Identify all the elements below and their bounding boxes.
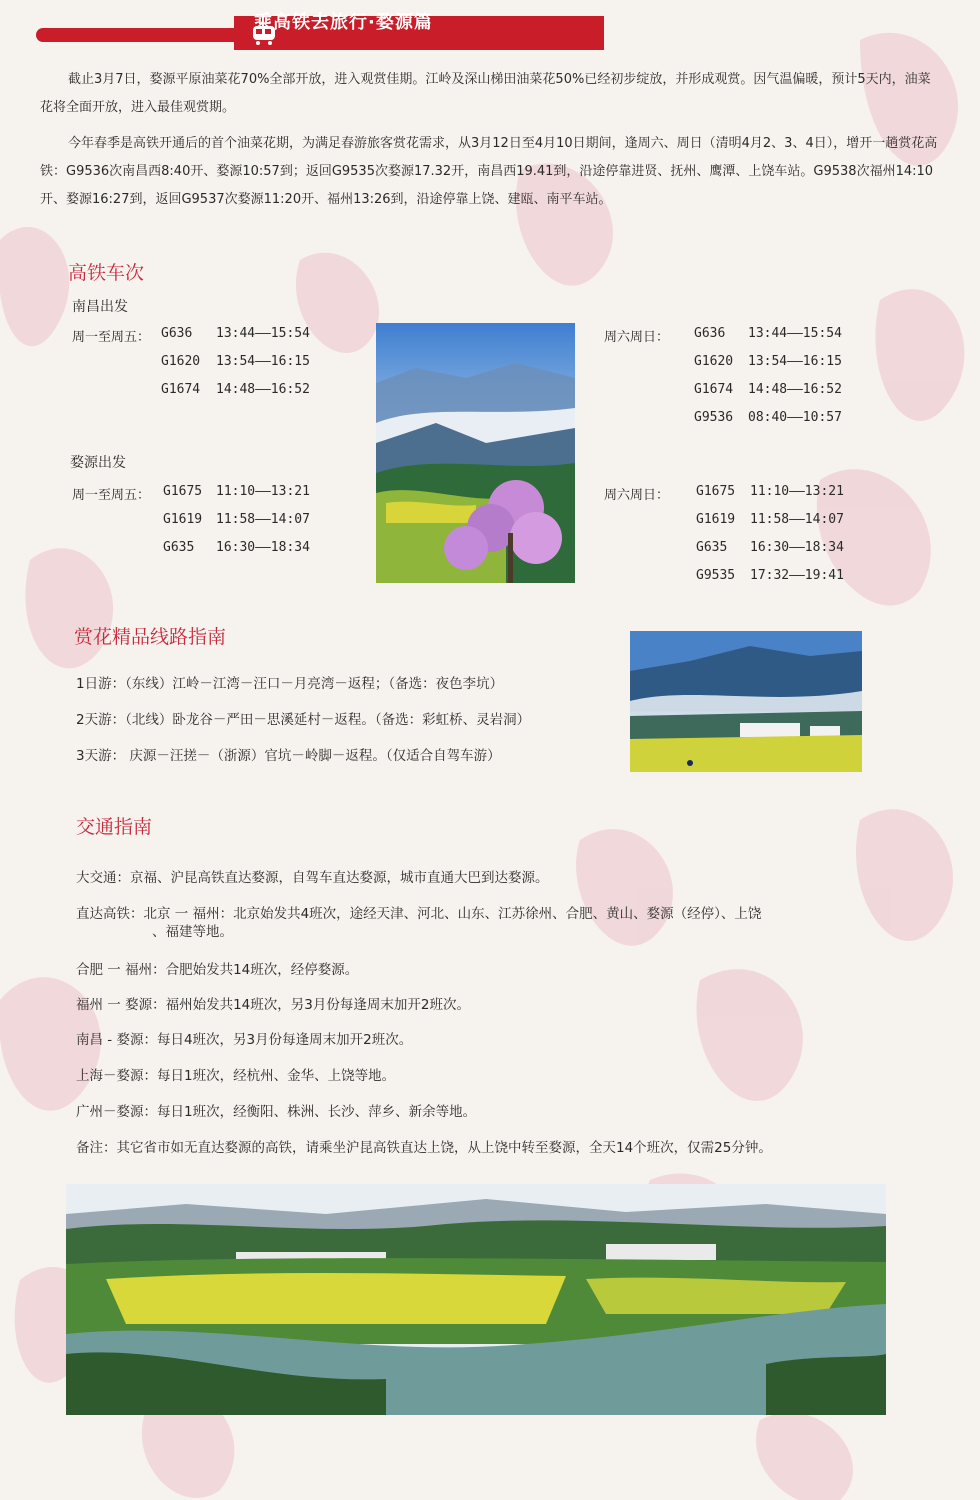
train-time: 13:44——15:54 [748, 326, 842, 341]
train-number: G1674 [694, 382, 734, 397]
nanchang-departure-label: 南昌出发 [72, 299, 128, 315]
train-time: 16:30——18:34 [750, 540, 844, 555]
train-time: 13:54——16:15 [216, 354, 310, 369]
transport-item-note: 备注：其它省市如无直达婺源的高铁，请乘坐沪昆高铁直达上饶，从上饶中转至婺源，全天14个班次，仅需25分钟。 [76, 1140, 772, 1156]
transport-item: 合肥 一 福州：合肥始发共14班次，经停婺源。 [76, 962, 359, 978]
transport-item-continued: 、福建等地。 [152, 924, 233, 940]
section-heading-transport: 交通指南 [76, 816, 153, 838]
route-item: 1日游：（东线）江岭－江湾－汪口－月亮湾－返程；（备选：夜色李坑） [76, 676, 504, 692]
train-time: 13:44——15:54 [216, 326, 310, 341]
train-number: G9535 [696, 568, 736, 583]
train-number: G1620 [694, 354, 734, 369]
transport-item: 广州－婺源：每日1班次，经衡阳、株洲、长沙、萍乡、新余等地。 [76, 1104, 477, 1120]
train-time: 14:48——16:52 [216, 382, 310, 397]
train-number: G635 [163, 540, 195, 555]
train-time: 16:30——18:34 [216, 540, 310, 555]
train-time: 08:40——10:57 [748, 410, 842, 425]
train-time: 13:54——16:15 [748, 354, 842, 369]
weekend-label: 周六周日： [604, 488, 670, 503]
train-number: G1675 [696, 484, 736, 499]
weekday-label: 周一至周五： [72, 330, 151, 345]
route-item: 2天游：（北线）卧龙谷－严田－思溪延村－返程。（备选：彩虹桥、灵岩洞） [76, 712, 531, 728]
transport-item: 直达高铁：北京 一 福州：北京始发共4班次，途经天津、河北、山东、江苏徐州、合肥、黄山、婺源（经停）、上饶 [76, 906, 762, 922]
train-time: 11:10——13:21 [216, 484, 310, 499]
weekday-label: 周一至周五： [72, 488, 151, 503]
train-number: G1675 [163, 484, 203, 499]
train-number: G1619 [163, 512, 203, 527]
train-number: G1619 [696, 512, 736, 527]
transport-item: 上海－婺源：每日1班次，经杭州、金华、上饶等地。 [76, 1068, 396, 1084]
train-time: 11:10——13:21 [750, 484, 844, 499]
transport-item: 大交通：京福、沪昆高铁直达婺源，自驾车直达婺源，城市直通大巴到达婺源。 [76, 870, 549, 886]
train-time: 17:32——19:41 [750, 568, 844, 583]
intro-paragraph-2: 今年春季是高铁开通后的首个油菜花期，为满足春游旅客赏花需求，从3月12日至4月10日期间，逢周六、周日（清明4月2、3、4日），增开一趟赏花高铁：G9536次南昌西8:40开、婺源10:57到；返回G9535次婺源17.32开，南昌西19.41到，沿途停靠进贤、抚州、鹰潭、上饶车站。G9538次福州14:10开、婺源16:27到，返回G9537次婺源11:20开、福州13:26到，沿途停靠上饶、建瓯、南平车站。 [40, 136, 938, 207]
train-number: G635 [696, 540, 728, 555]
transport-item: 南昌 - 婺源：每日4班次，另3月份每逢周末加开2班次。 [76, 1032, 413, 1048]
train-number: G636 [161, 326, 193, 341]
train-time: 11:58——14:07 [216, 512, 310, 527]
village-rapeseed-photo [630, 631, 862, 772]
weekend-label: 周六周日： [604, 330, 670, 345]
panorama-photo [66, 1184, 886, 1415]
transport-item: 福州 一 婺源：福州始发共14班次，另3月份每逢周末加开2班次。 [76, 997, 470, 1013]
section-heading-routes: 赏花精品线路指南 [74, 626, 227, 648]
section-heading-trains: 高铁车次 [68, 262, 145, 284]
train-number: G636 [694, 326, 726, 341]
blossom-valley-photo [376, 323, 575, 583]
page-title: 乘高铁去旅行·婺源篇 [254, 12, 433, 33]
train-number: G1674 [161, 382, 201, 397]
wuyuan-departure-label: 婺源出发 [70, 455, 126, 471]
route-item: 3天游： 庆源－汪搓－（浙源）官坑－岭脚－返程。（仅适合自驾车游） [76, 748, 501, 764]
train-number: G9536 [694, 410, 734, 425]
train-time: 11:58——14:07 [750, 512, 844, 527]
train-time: 14:48——16:52 [748, 382, 842, 397]
intro-paragraph-1: 截止3月7日，婺源平原油菜花70%全部开放，进入观赏佳期。江岭及深山梯田油菜花50%已经初步绽放，并形成观赏。因气温偏暖，预计5天内，油菜花将全面开放，进入最佳观赏期。 [40, 72, 931, 115]
train-number: G1620 [161, 354, 201, 369]
